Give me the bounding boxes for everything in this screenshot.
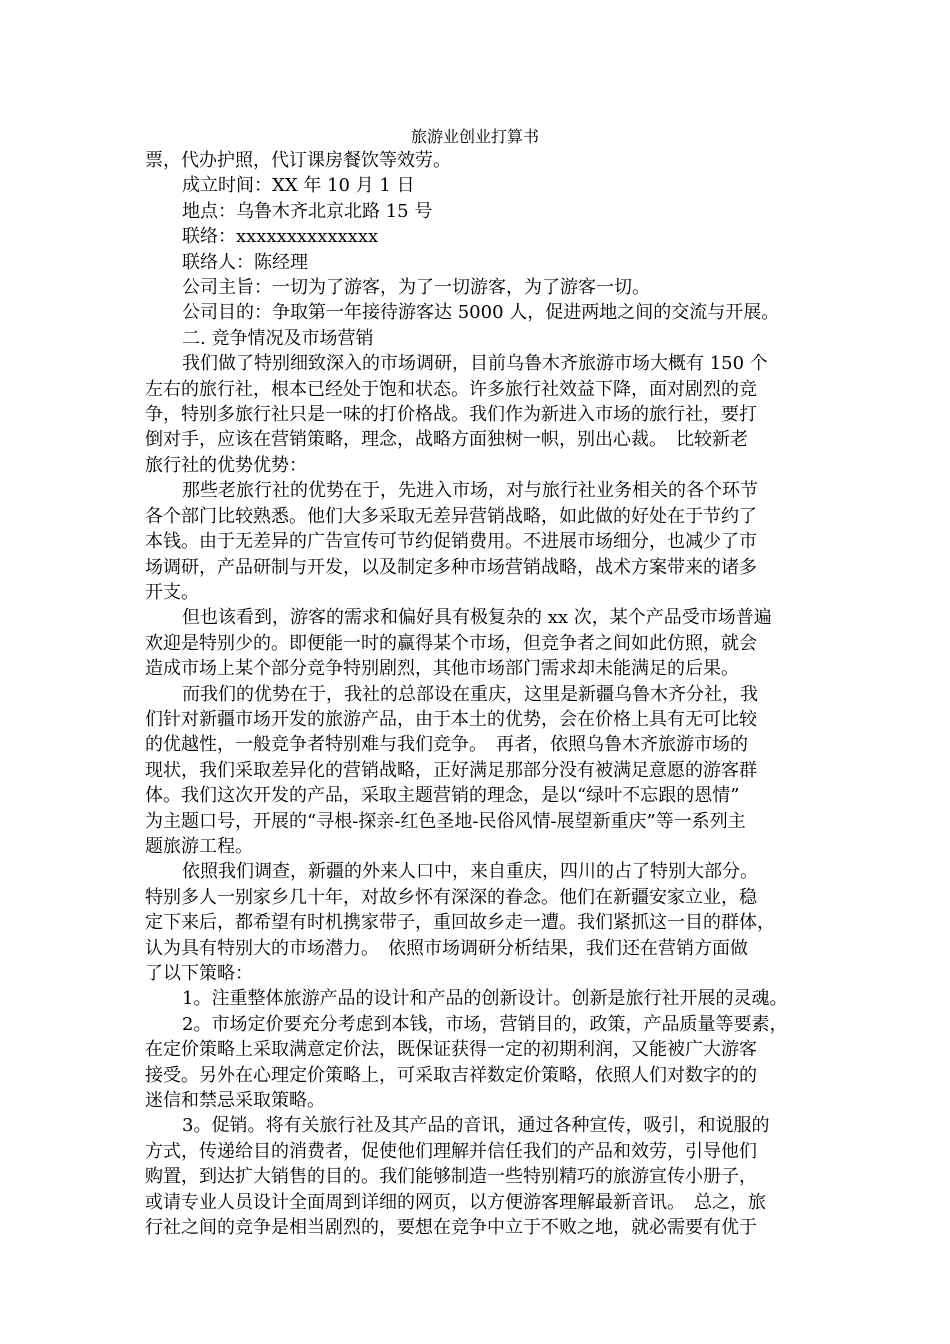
text-line: 3。促销。将有关旅行社及其产品的音讯，通过各种宣传，吸引，和说服的 xyxy=(182,1115,770,1137)
text-line: 接受。另外在心理定价策略上，可采取吉祥数定价策略，依照人们对数字的的 xyxy=(145,1064,757,1086)
text-line: 在定价策略上采取满意定价法，既保证获得一定的初期利润，又能被广大游客 xyxy=(145,1039,757,1061)
text-line: 争，特别多旅行社只是一味的打价格战。我们作为新进入市场的旅行社，要打 xyxy=(145,404,757,426)
text-line: 现状，我们采取差异化的营销战略，正好满足那部分没有被满足意愿的游客群 xyxy=(145,759,757,781)
text-line: 公司主旨：一切为了游客，为了一切游客，为了游客一切。 xyxy=(182,277,650,299)
text-line: 倒对手，应该在营销策略，理念，战略方面独树一帜，别出心裁。 比较新老 xyxy=(145,429,748,451)
text-line: 而我们的优势在于，我社的总部设在重庆，这里是新疆乌鲁木齐分社，我 xyxy=(182,683,758,705)
text-line: 欢迎是特别少的。即便能一时的赢得某个市场，但竞争者之间如此仿照，就会 xyxy=(145,632,757,654)
text-line: 定下来后，都希望有时机携家带子，重回故乡走一遭。我们紧抓这一目的群体， xyxy=(145,912,775,934)
text-line: 购置，到达扩大销售的目的。我们能够制造一些特别精巧的旅游宣传小册子， xyxy=(145,1166,757,1188)
text-line: 开支。 xyxy=(145,581,199,603)
text-line: 迷信和禁忌采取策略。 xyxy=(145,1090,325,1112)
text-line: 2。市场定价要充分考虑到本钱，市场，营销目的，政策，产品质量等要素， xyxy=(182,1013,788,1035)
text-line: 联络人：陈经理 xyxy=(182,251,308,273)
text-line: 方式，传递给目的消费者，促使他们理解并信任我们的产品和效劳，引导他们 xyxy=(145,1140,757,1162)
text-line: 我们做了特别细致深入的市场调研，目前乌鲁木齐旅游市场大概有 150 个 xyxy=(182,353,768,375)
text-line: 1。注重整体旅游产品的设计和产品的创新设计。创新是旅行社开展的灵魂。 xyxy=(182,988,788,1010)
text-line: 场调研，产品研制与开发，以及制定多种市场营销战略，战术方案带来的诸多 xyxy=(145,556,757,578)
text-line: 票，代办护照，代订课房餐饮等效劳。 xyxy=(145,150,451,171)
text-line: 地点：乌鲁木齐北京北路 15 号 xyxy=(182,200,433,222)
text-line: 联络：xxxxxxxxxxxxxx xyxy=(182,226,379,248)
text-line: 造成市场上某个部分竞争特别剧烈，其他市场部门需求却未能满足的后果。 xyxy=(145,658,739,680)
text-line: 但也该看到，游客的需求和偏好具有极复杂的 xx 次，某个产品受市场普遍 xyxy=(182,607,772,629)
document-title: 旅游业创业打算书 xyxy=(410,127,539,146)
text-line: 各个部门比较熟悉。他们大多采取无差异营销战略，如此做的好处在于节约了 xyxy=(145,505,757,527)
text-line: 公司目的：争取第一年接待游客达 5000 人，促进两地之间的交流与开展。 xyxy=(182,302,780,324)
text-line: 二. 竞争情况及市场营销 xyxy=(182,327,374,349)
text-line: 认为具有特别大的市场潜力。 依照市场调研分析结果，我们还在营销方面做 xyxy=(145,937,748,959)
text-line: 题旅游工程。 xyxy=(145,835,253,857)
text-line: 行社之间的竞争是相当剧烈的，要想在竞争中立于不败之地，就必需要有优于 xyxy=(145,1217,757,1239)
text-line: 旅行社的优势优势： xyxy=(145,454,307,476)
text-line: 左右的旅行社，根本已经处于饱和状态。许多旅行社效益下降，面对剧烈的竞 xyxy=(145,378,757,400)
text-line: 或请专业人员设计全面周到详细的网页，以方便游客理解最新音讯。 总之，旅 xyxy=(145,1191,766,1213)
document-body xyxy=(145,148,805,1240)
text-line: 为主题口号，开展的“寻根-探亲-红色圣地-民俗风情-展望新重庆”等一系列主 xyxy=(145,810,746,832)
text-line: 们针对新疆市场开发的旅游产品，由于本土的优势，会在价格上具有无可比较 xyxy=(145,708,757,730)
text-line: 本钱。由于无差异的广告宣传可节约促销费用。不进展市场细分，也减少了市 xyxy=(145,531,757,553)
text-line: 了以下策略： xyxy=(145,963,253,984)
text-line: 那些老旅行社的优势在于，先进入市场，对与旅行社业务相关的各个环节 xyxy=(182,480,758,502)
text-line: 成立时间：XX 年 10 月 1 日 xyxy=(182,175,415,197)
text-line: 的优越性，一般竞争者特别难与我们竞争。 再者，依照乌鲁木齐旅游市场的 xyxy=(145,734,748,756)
text-line: 依照我们调查，新疆的外来人口中，来自重庆，四川的占了特别大部分。 xyxy=(182,861,758,883)
text-line: 体。我们这次开发的产品，采取主题营销的理念，是以“绿叶不忘跟的恩情” xyxy=(145,785,740,807)
text-line: 特别多人一别家乡几十年，对故乡怀有深深的眷念。他们在新疆安家立业，稳 xyxy=(145,886,757,908)
